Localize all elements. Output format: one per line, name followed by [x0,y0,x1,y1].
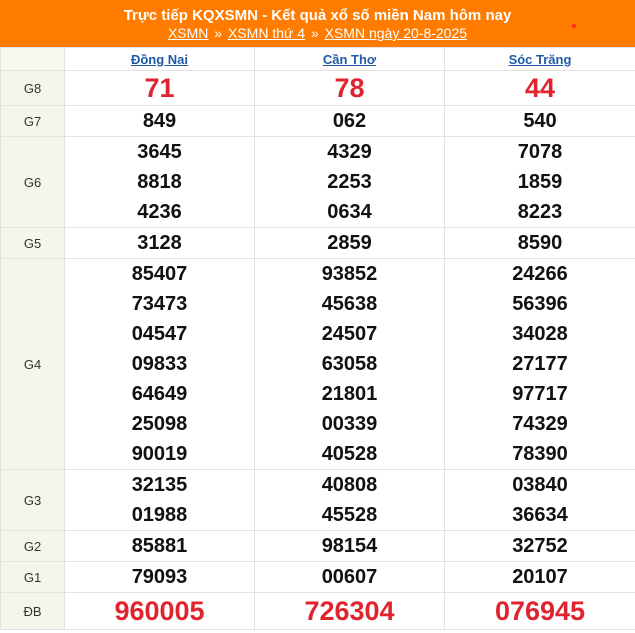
results-body [1,71,635,630]
prize-number: 78 [334,73,365,103]
prize-label: G8 [1,71,65,106]
prize-cell [65,531,255,562]
prize-cell [65,470,255,531]
prize-number: 44 [524,73,556,103]
prize-number: 36634 [512,504,568,526]
province-link-can-tho[interactable]: Cần Thơ [322,51,377,67]
prize-row [1,593,635,630]
prize-cell [255,106,445,137]
prize-number: 40808 [321,474,378,496]
prize-number: 73473 [131,293,188,315]
breadcrumb-xsmn[interactable]: XSMN [167,25,209,41]
prize-label: ĐB [1,593,65,630]
prize-number: 79093 [131,566,188,588]
province-header-row [1,48,635,71]
prize-number: 3645 [137,141,182,163]
prize-cell [255,259,445,470]
prize-number: 0634 [327,201,372,223]
prize-cell [65,137,255,228]
prize-number: 74329 [512,413,568,435]
prize-label: G4 [1,259,65,470]
prize-row [1,137,635,228]
prize-cell [65,71,255,106]
results-table [0,47,635,630]
prize-number: 71 [144,73,175,103]
prize-number: 45528 [321,504,378,526]
prize-number: 960005 [114,596,205,626]
prize-number: 076945 [494,596,586,626]
prize-cell [255,562,445,593]
province-link-soc-trang[interactable]: Sóc Trăng [508,51,572,67]
prize-number: 64649 [131,383,188,405]
prize-number: 3128 [137,232,182,254]
results-header [0,0,635,47]
prize-number: 27177 [512,353,568,375]
prize-number: 21801 [321,383,378,405]
prize-number: 32752 [512,535,568,557]
prize-number: 24266 [512,263,568,285]
province-header [445,48,635,71]
prize-label: G7 [1,106,65,137]
prize-cell [445,259,635,470]
prize-number: 25098 [131,413,188,435]
prize-number: 8223 [517,201,563,223]
prize-row [1,106,635,137]
prize-cell [445,470,635,531]
prize-number: 63058 [321,353,378,375]
prize-number: 34028 [512,323,568,345]
prize-number: 85881 [131,535,188,557]
prize-number: 8818 [137,171,182,193]
prize-number: 85407 [131,263,188,285]
prize-number: 93852 [321,263,378,285]
prize-number: 24507 [321,323,378,345]
prize-number: 00607 [321,566,378,588]
prize-number: 8590 [517,232,563,254]
prize-cell [65,259,255,470]
prize-number: 00339 [321,413,378,435]
prize-row [1,562,635,593]
prize-cell [255,137,445,228]
breadcrumb-separator: » [214,25,223,41]
prize-number: 09833 [131,353,188,375]
prize-number: 97717 [512,383,568,405]
prize-row [1,228,635,259]
province-header [65,48,255,71]
prize-cell [255,228,445,259]
breadcrumb-xsmn-date[interactable]: XSMN ngày 20-8-2025 [324,25,468,41]
prize-cell [445,71,635,106]
prize-number: 32135 [131,474,188,496]
prize-number: 04547 [131,323,188,345]
province-header [255,48,445,71]
header-corner [1,48,65,71]
prize-row [1,531,635,562]
red-dot-icon [572,24,576,28]
prize-cell [445,228,635,259]
prize-number: 2253 [327,171,372,193]
prize-cell [445,593,635,630]
prize-number: 2859 [327,232,372,254]
prize-cell [65,593,255,630]
prize-row [1,470,635,531]
prize-row [1,259,635,470]
prize-number: 4329 [327,141,372,163]
prize-cell [255,531,445,562]
prize-label: G6 [1,137,65,228]
prize-cell [65,106,255,137]
prize-cell [65,228,255,259]
prize-number: 4236 [137,201,182,223]
prize-cell [255,470,445,531]
prize-label: G2 [1,531,65,562]
prize-cell [255,593,445,630]
prize-row [1,71,635,106]
prize-number: 540 [523,110,557,132]
prize-number: 78390 [512,443,568,465]
prize-cell [445,562,635,593]
prize-cell [445,137,635,228]
prize-cell [445,531,635,562]
breadcrumb [0,25,635,42]
prize-label: G1 [1,562,65,593]
prize-number: 849 [142,110,177,132]
prize-number: 40528 [321,443,378,465]
prize-number: 45638 [321,293,378,315]
prize-label: G5 [1,228,65,259]
prize-number: 726304 [304,596,395,626]
prize-number: 01988 [131,504,188,526]
prize-cell [445,106,635,137]
prize-number: 062 [332,110,367,132]
prize-number: 56396 [512,293,568,315]
prize-number: 03840 [512,474,568,496]
prize-cell [255,71,445,106]
province-link-dong-nai[interactable]: Đồng Nai [130,51,189,67]
prize-number: 1859 [517,171,563,193]
prize-number: 90019 [131,443,188,465]
prize-number: 7078 [517,141,563,163]
prize-number: 20107 [512,566,568,588]
prize-number: 98154 [321,535,378,557]
breadcrumb-xsmn-wednesday[interactable]: XSMN thứ 4 [227,25,306,41]
breadcrumb-separator: » [310,25,319,41]
prize-label: G3 [1,470,65,531]
prize-cell [65,562,255,593]
page-title: Trực tiếp KQXSMN - Kết quả xổ số miền Nam hôm nay [123,7,512,24]
